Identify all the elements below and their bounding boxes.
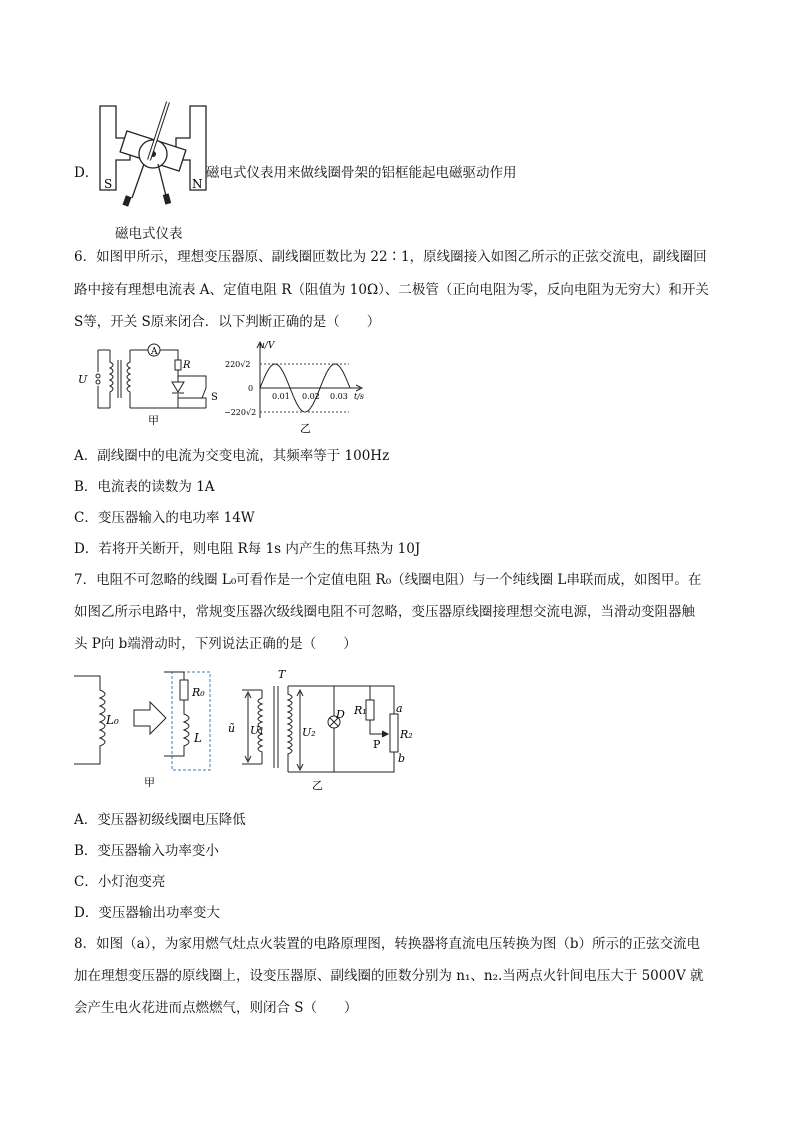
q8-stem-line-1: 8．如图（a），为家用燃气灶点火装置的电路原理图，转换器将直流电压转换为图（b）所示的正弦交流电 bbox=[74, 936, 701, 952]
q6-label-s: S bbox=[211, 392, 218, 403]
q7-stem-line-3: 头 P向 b端滑动时，下列说法正确的是（ ） bbox=[74, 636, 357, 652]
q6-xtick: 0.02 bbox=[302, 392, 320, 401]
q6-label-u: U bbox=[78, 373, 88, 386]
q6-stem-line-2: 路中接有理想电流表 A、定值电阻 R（阻值为 10Ω）、二极管（正向电阻为零，反向电阻为无穷大）和开关 bbox=[74, 282, 709, 298]
q7-label-p: P bbox=[373, 738, 381, 751]
q5-meter-figure bbox=[94, 98, 212, 216]
q7-circuit-yi bbox=[228, 664, 428, 794]
q7-stem-line-2: 如图乙所示电路中，常规变压器次级线圈电阻不可忽略，变压器原线圈接理想交流电源，当滑动变阻器触 bbox=[74, 604, 695, 620]
q7-label-r0: R₀ bbox=[192, 686, 205, 699]
q7-label-l0: L₀ bbox=[106, 713, 119, 727]
q7-option-a[interactable]: A．变压器初级线圈电压降低 bbox=[74, 812, 246, 828]
q6-ylabel: u/V bbox=[259, 341, 275, 351]
q8-stem-line-2: 加在理想变压器的原线圈上，设变压器原、副线圈的匝数分别为 n₁、n₂.当两点火针间电压大于 5000V 就 bbox=[74, 968, 704, 984]
q7-label-b: b bbox=[398, 752, 406, 765]
q6-option-c[interactable]: C．变压器输入的电功率 14W bbox=[74, 510, 255, 526]
q6-xtick: 0.01 bbox=[272, 392, 290, 401]
q6-option-a[interactable]: A．副线圈中的电流为交变电流，其频率等于 100Hz bbox=[74, 448, 390, 464]
q7-label-a: a bbox=[396, 702, 403, 715]
q7-caption-yi: 乙 bbox=[312, 779, 323, 792]
q7-label-r1: R₁ bbox=[354, 704, 367, 717]
q7-option-d[interactable]: D．变压器输出功率变大 bbox=[74, 905, 220, 921]
q7-label-u: ũ bbox=[228, 722, 236, 735]
q5-label-n: N bbox=[192, 177, 203, 191]
q7-stem-line-1: 7．电阻不可忽略的线圈 L₀可看作是一个定值电阻 R₀（线圈电阻）与一个纯线圈 L串联而成，如图甲。在 bbox=[74, 572, 702, 588]
q6-ytick-zero: 0 bbox=[248, 384, 254, 393]
q7-caption-jia: 甲 bbox=[144, 776, 155, 789]
q7-label-t: T bbox=[278, 668, 286, 681]
q6-label-a: A bbox=[151, 347, 158, 357]
q7-label-r2: R₂ bbox=[400, 728, 413, 741]
q6-xlabel: t/s bbox=[354, 392, 365, 401]
q6-waveform-yi bbox=[224, 336, 374, 436]
q6-label-r: R bbox=[183, 360, 191, 371]
q7-label-d: D bbox=[336, 708, 345, 721]
q6-ytick-top: 220√2 bbox=[225, 360, 251, 369]
q6-stem-line-1: 6．如图甲所示，理想变压器原、副线圈匝数比为 22∶1，原线圈接入如图乙所示的正弦交流电，副线圈回 bbox=[74, 249, 707, 265]
q8-stem-line-3: 会产生电火花进而点燃燃气，则闭合 S（ ） bbox=[74, 1000, 358, 1016]
q7-label-u2: U₂ bbox=[302, 726, 316, 739]
q6-option-d[interactable]: D．若将开关断开，则电阻 R每 1s 内产生的焦耳热为 10J bbox=[74, 541, 421, 557]
q7-option-b[interactable]: B．变压器输入功率变小 bbox=[74, 843, 219, 859]
q5-option-d-letter: D． bbox=[74, 165, 99, 181]
q6-xtick: 0.03 bbox=[330, 392, 348, 401]
q5-label-s: S bbox=[104, 177, 113, 191]
q6-option-b[interactable]: B．电流表的读数为 1A bbox=[74, 479, 215, 495]
q6-stem-line-3: S等，开关 S原来闭合．以下判断正确的是（ ） bbox=[74, 314, 381, 330]
q5-figure-caption: 磁电式仪表 bbox=[115, 226, 183, 242]
q7-option-c[interactable]: C．小灯泡变亮 bbox=[74, 874, 166, 890]
q6-caption-jia: 甲 bbox=[148, 414, 159, 427]
q6-caption-yi: 乙 bbox=[300, 422, 311, 435]
q7-figure-jia bbox=[72, 664, 252, 794]
q6-circuit-jia bbox=[74, 336, 224, 428]
q5-option-d-text: 磁电式仪表用来做线圈骨架的铝框能起电磁驱动作用 bbox=[206, 165, 517, 181]
q6-ytick-bottom: −220√2 bbox=[224, 408, 257, 417]
q7-label-l: L bbox=[194, 731, 202, 745]
q7-label-u1: U₁ bbox=[250, 724, 264, 737]
